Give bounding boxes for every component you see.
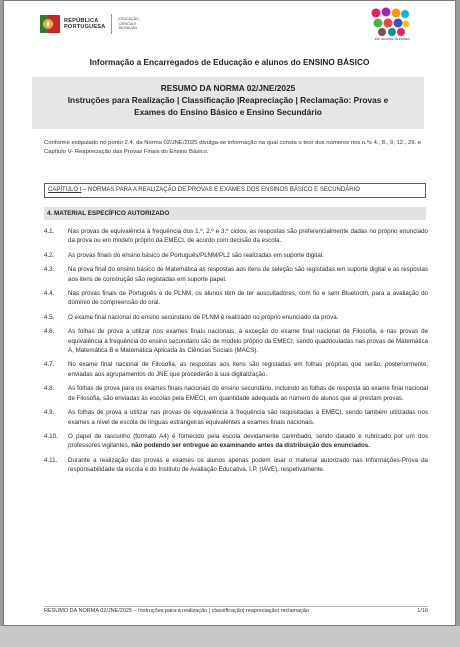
item-text: Nas provas finais de Português e de PLNM, os alunos têm de ter auscultadores, com fio e sem Bluetooth, para a avaliação do domínio de compreensão do oral. bbox=[68, 290, 428, 307]
section-heading: 4. MATERIAL ESPECÍFICO AUTORIZADO bbox=[44, 207, 426, 220]
page-header bbox=[4, 1, 455, 49]
item-text: O exame final nacional do ensino secundário de PLNM é realizado no próprio enunciado da prova. bbox=[68, 313, 339, 321]
document-main-title: Informação a Encarregados de Educação e alunos do ENSINO BÁSICO bbox=[89, 57, 370, 67]
item-text: As folhas de prova a utilizar nos exames finais nacionais, à exceção do exame final nacional de Filosofia, e nas provas de equivalência à frequência do ensino secundário são de modelo próprio da EMECI, sendo quadriculadas nas provas de Matemática A, Matemática B e Matemática Aplicada às Ciências Sociais (MACS). bbox=[68, 328, 428, 355]
coat-of-arms-icon bbox=[40, 13, 60, 35]
norma-subtitle-line1: Instruções para Realização | Classificação |Reapreciação | Reclamação: Provas e bbox=[67, 95, 389, 105]
republica-line1: REPÚBLICA bbox=[64, 17, 99, 24]
item-text-part: O papel de rascunho (formato A4) é fornecido pela escola devidamente carimbado, sendo datado e rubricado por um dos professores vigilantes, bbox=[68, 432, 428, 450]
list-item bbox=[44, 289, 428, 308]
item-number: 4.10. bbox=[44, 432, 58, 440]
intro-paragraph: Conforme estipulado no ponto 2.4. da Norma 02/JNE/2025 divulga-se informação na qual consta o teor dos números nos n.ºs 4., 8., 9, 12., 29. e Capítulo V- Reapreciação das Provas Finais do Ensino Básico. bbox=[44, 140, 422, 155]
item-number: 4.2. bbox=[44, 251, 55, 259]
list-item bbox=[44, 432, 428, 451]
item-number: 4.1. bbox=[44, 228, 55, 235]
list-item bbox=[44, 327, 428, 355]
list-item bbox=[44, 265, 428, 284]
item-text: Nas provas de equivalência à frequência dos 1.º, 2.º e 3.º ciclos, as respostas são preferencialmente dadas no próprio enunciado da prova ou em modelo próprio da EMECI, de acordo com decisão da escola. bbox=[68, 228, 428, 245]
item-text bbox=[68, 432, 428, 451]
item-number: 4.4. bbox=[44, 290, 55, 298]
chapter-text: – NORMAS PARA A REALIZAÇÃO DE PROVAS E EXAMES DOS ENSINOS BÁSICO E SECUNDÁRIO bbox=[81, 187, 360, 193]
item-number: 4.5. bbox=[44, 313, 55, 321]
item-text: Na prova final do ensino básico de Matemática as respostas aos itens de seleção são registadas em suporte digital e as respostas aos itens de construção são registadas em suporte papel. bbox=[68, 266, 428, 283]
norma-heading: RESUMO DA NORMA 02/JNE/2025 bbox=[160, 83, 296, 93]
item-number: 4.8. bbox=[44, 385, 55, 393]
item-text: No exame final nacional de Filosofia, as respostas aos itens são registadas em folhas próprias que serão, posteriormente, enviadas aos agrupamentos do JNE que procederão à sua digitalização. bbox=[68, 361, 428, 378]
item-number: 4.11. bbox=[44, 456, 58, 464]
ministry-name: EDUCAÇÃO, CIÊNCIA E INOVAÇÃO bbox=[118, 17, 140, 31]
document-page bbox=[3, 0, 456, 626]
item-text: As folhas de prova a utilizar nas provas de equivalência à frequência são requisitadas à EMECI, sendo também utilizadas nos exames a nível de escola de línguas estrangeiras equivalentes a exames finais nacionais. bbox=[68, 409, 428, 426]
republica-line2: PORTUGUESA bbox=[64, 24, 106, 30]
jne-partner-logo bbox=[370, 7, 410, 41]
footer-title: RESUMO DA NORMA 02/JNE/2025 – Instruções para a realização | classificação| reapreciação| reclamação bbox=[44, 608, 310, 614]
item-text: As folhas de prova para os exames finais nacionais do ensino secundário, incluindo as folhas de resposta ao exame final nacional de Filosofia, são enviadas às escolas pela EMECI, em quantidade adequada ao número de alunos que aí prestam provas. bbox=[68, 385, 428, 402]
list-item bbox=[44, 408, 428, 427]
viewer-background bbox=[0, 626, 460, 647]
item-number: 4.7. bbox=[44, 361, 55, 369]
item-text-emphasis: não podendo ser entregue ao examinando antes da distribuição dos enunciados. bbox=[131, 442, 370, 450]
list-item bbox=[44, 456, 428, 475]
chapter-label: CAPÍTULO I bbox=[48, 187, 82, 193]
page-number: 1/16 bbox=[417, 608, 428, 614]
norma-title-box bbox=[32, 77, 424, 129]
item-text: Durante a realização das provas e exames os alunos apenas podem usar o material autorizado nas Informações-Prova da responsabilidade da escola e do Instituto de Avaliação Educativa, I.P. (IAVE), respetivamente. bbox=[68, 456, 428, 474]
page-footer bbox=[44, 606, 428, 614]
norma-subtitle-line2: Exames do Ensino Básico e Ensino Secundário bbox=[134, 107, 322, 117]
list-item bbox=[44, 384, 428, 403]
chapter-heading bbox=[44, 183, 426, 198]
item-text: As provas finais do ensino básico de Português/PLNM/PL2 são realizadas em suporte digital. bbox=[68, 251, 324, 259]
item-number: 4.3. bbox=[44, 266, 55, 274]
list-item bbox=[44, 251, 428, 260]
items-list bbox=[44, 227, 428, 475]
item-number: 4.9. bbox=[44, 409, 55, 417]
republica-portuguesa-logo bbox=[40, 13, 146, 35]
list-item bbox=[44, 360, 428, 379]
logo-divider bbox=[111, 14, 112, 34]
list-item bbox=[44, 227, 428, 246]
list-item bbox=[44, 313, 428, 322]
partner-logo-text: JÚRI NACIONAL DE EXAMES bbox=[374, 38, 410, 41]
item-number: 4.6. bbox=[44, 328, 55, 336]
